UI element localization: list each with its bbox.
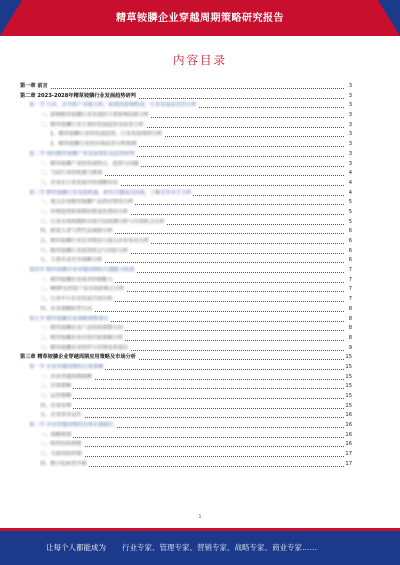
toc-entry-label: 二、当前行业的机遇与挑战 — [40, 169, 104, 179]
toc-entry-label: 二、价格趋势和预期价格变化情况分析 — [40, 208, 130, 218]
toc-entry-label: 第三节 精草铵膦行业发展机遇，研究关键成功因素，了解竞争对手分析 — [29, 189, 193, 199]
toc-entry-label: 四、企业管理 — [40, 402, 73, 412]
toc-entry-label: 第二节 国内精草铵膦产业发展现状及趋势研判 — [29, 150, 136, 160]
toc-entry-label: 第二章 2023-2028年精草铵膦行业发展趋势研判 — [20, 92, 138, 102]
toc-entry-page: 8 — [348, 324, 352, 334]
toc-entry[interactable] — [20, 411, 352, 421]
toc-entry-page: 17 — [344, 450, 352, 460]
report-title: 精草铵膦企业穿越周期策略研究报告 — [116, 13, 284, 24]
toc-entry-label: 第三章 精草铵膦企业穿越周期应用策略及市场分析 — [20, 353, 138, 363]
toc-entry-page: 5 — [348, 208, 352, 218]
toc-entry-label: 三、全面风险控制 — [40, 450, 84, 460]
toc-entry[interactable] — [20, 189, 352, 199]
toc-entry[interactable] — [20, 353, 352, 363]
toc-entry[interactable] — [20, 382, 352, 392]
toc-entry-label: 六、精草铵膦行业投资机会与风险分析 — [40, 247, 130, 257]
toc-entry-label: 一、精草铵膦产业的发展特点、趋势与问题 — [40, 160, 141, 170]
toc-entry-page: 16 — [344, 421, 352, 431]
toc-entry-label: 2、精草铵膦行业的市场前景分析预测 — [50, 140, 138, 150]
toc-entry[interactable] — [20, 285, 352, 295]
toc-leader-dots — [20, 88, 344, 89]
toc-entry-page: 3 — [348, 92, 352, 102]
toc-entry[interactable] — [20, 363, 352, 373]
toc-entry[interactable] — [20, 130, 352, 140]
toc-entry[interactable] — [20, 111, 352, 121]
toc-entry[interactable] — [20, 450, 352, 460]
toc-entry-page: 15 — [344, 382, 352, 392]
toc-entry-page: 4 — [348, 169, 352, 179]
toc-entry[interactable] — [20, 256, 352, 266]
toc-entry-page: 8 — [348, 305, 352, 315]
toc-entry-label: 七、主要企业竞争战略分析 — [40, 256, 104, 266]
toc-entry-page: 3 — [348, 101, 352, 111]
toc-entry-label: 一、重点企业精草铵膦产品供应情况分析 — [40, 198, 135, 208]
toc-entry-page: 3 — [348, 82, 352, 92]
toc-entry[interactable] — [20, 237, 352, 247]
toc-entry-page: 6 — [348, 256, 352, 266]
toc-entry[interactable] — [20, 121, 352, 131]
toc-entry-label: 三、企业在行业发展中的战略布局 — [40, 179, 120, 189]
toc-entry[interactable] — [20, 392, 352, 402]
toc-entry-page: 16 — [344, 440, 352, 450]
footer-accent-stripe — [0, 528, 400, 531]
toc-entry[interactable] — [20, 440, 352, 450]
toc-entry-page: 4 — [348, 189, 352, 199]
toc-entry-page: 3 — [348, 121, 352, 131]
toc-entry[interactable] — [20, 373, 352, 383]
toc-entry[interactable] — [20, 276, 352, 286]
toc-entry-page: 7 — [348, 276, 352, 286]
toc-entry-label: 二、组织结构调整 — [40, 440, 84, 450]
footer-roles: 行业专家、管理专家、营销专家、战略专家、商业专家…… — [122, 543, 317, 552]
header-band — [0, 0, 400, 36]
toc-entry-page: 16 — [344, 431, 352, 441]
toc-entry-page: 9 — [348, 344, 352, 354]
toc-leader-dots — [40, 398, 344, 399]
toc-entry[interactable] — [20, 247, 352, 257]
toc-entry-page: 17 — [344, 460, 352, 470]
toc-entry-label: 二、市场策略 — [40, 382, 73, 392]
toc-entry-label: 第一节 行业、竞争和产业链分析，政策的影响程度、行业发展前景的分析 — [29, 101, 199, 111]
toc-entry[interactable] — [20, 179, 352, 189]
toc-entry[interactable] — [20, 150, 352, 160]
toc-entry-page: 3 — [348, 130, 352, 140]
toc-entry[interactable] — [20, 92, 352, 102]
toc-entry-page: 6 — [348, 237, 352, 247]
toc-entry[interactable] — [20, 402, 352, 412]
toc-entry-page: 8 — [348, 315, 352, 325]
toc-entry-label: 四、新进入者与替代品威胁分析 — [40, 227, 115, 237]
toc-entry[interactable] — [20, 208, 352, 218]
toc-entry-label: 二、精草铵膦行业主要的发展趋势及前景分析 — [40, 121, 146, 131]
page-number: 1 — [198, 514, 202, 520]
toc-entry-label: 一、企业穿越周期策略 — [40, 373, 94, 383]
toc-entry-label: 五、精草铵膦行业竞争格局与重点企业布局分析 — [40, 237, 151, 247]
toc-entry-label: 第二节 企业穿越周期的具体实施路径 — [29, 421, 116, 431]
toc-leader-dots — [40, 408, 344, 409]
toc-entry-page: 6 — [348, 227, 352, 237]
toc-entry[interactable] — [20, 160, 352, 170]
toc-entry-page: 5 — [348, 218, 352, 228]
toc-entry-page: 15 — [344, 392, 352, 402]
toc-entry-label: 第一节 企业穿越周期的总体策略 — [29, 363, 105, 373]
toc-entry-page: 7 — [348, 285, 352, 295]
toc-entry[interactable] — [20, 101, 352, 111]
toc-entry-page: 3 — [348, 111, 352, 121]
toc-entry[interactable] — [20, 169, 352, 179]
toc-entry[interactable] — [20, 295, 352, 305]
toc-entry-label: 三、行业市场规模和市场空间预测分析与市场机会分析 — [40, 218, 167, 228]
toc-entry-label: 三、行业中小企业发展空间分析 — [40, 295, 115, 305]
toc-leader-dots — [40, 446, 344, 447]
toc-entry-label: 五、企业资本运作 — [40, 411, 84, 421]
toc-entry-page: 3 — [348, 140, 352, 150]
toc-entry-page: 15 — [344, 402, 352, 412]
toc-heading: 内容目录 — [173, 53, 227, 67]
toc-entry[interactable] — [20, 334, 352, 344]
toc-entry-label: 三、精草铵膦企业组织与管理变革建议 — [40, 344, 130, 354]
toc-entry-label: 四、数字化转型升级 — [40, 460, 89, 470]
toc-leader-dots — [40, 456, 344, 457]
toc-entry[interactable] — [20, 460, 352, 470]
toc-entry[interactable] — [20, 324, 352, 334]
toc-leader-dots — [40, 417, 344, 418]
toc-entry-page: 3 — [348, 150, 352, 160]
toc-entry-label: 一、影响精草铵膦行业发展的主要影响因素分析 — [40, 111, 151, 121]
toc-entry-page: 15 — [344, 373, 352, 383]
toc-entry-label: 四、企业战略转型方向 — [40, 305, 94, 315]
toc-entry-label: 一、精草铵膦企业成本控制能力 — [40, 276, 115, 286]
toc-entry-page: 8 — [348, 334, 352, 344]
toc-entry-label: 第四节 精草铵膦企业穿越周期的关键能力构建 — [29, 266, 136, 276]
toc-entry-page: 6 — [348, 247, 352, 257]
toc-entry[interactable] — [20, 227, 352, 237]
toc-entry-page: 5 — [348, 198, 352, 208]
footer-band — [0, 528, 400, 565]
toc-entry-page: 4 — [348, 179, 352, 189]
toc-entry-label: 一、精草铵膦企业产品结构调整方向 — [40, 324, 125, 334]
toc-entry-page: 7 — [348, 295, 352, 305]
toc-entry[interactable] — [20, 305, 352, 315]
toc-entry-label: 第一章 前言 — [20, 82, 50, 92]
toc-entry-label: 一、战略规划 — [40, 431, 73, 441]
toc-entry[interactable] — [20, 344, 352, 354]
toc-entry[interactable] — [20, 421, 352, 431]
toc-entry-label: 三、运营策略 — [40, 392, 73, 402]
footer-slogan: 让每个人都能成为 — [46, 543, 106, 552]
toc-entry-label: 二、MOP无形资产及市场影响力分析 — [40, 285, 126, 295]
toc-entry-page: 15 — [344, 353, 352, 363]
toc-entry-label: 二、精草铵膦企业市场开拓策略分析 — [40, 334, 125, 344]
toc-entry-page: 15 — [344, 363, 352, 373]
toc-leader-dots — [40, 437, 344, 438]
toc-entry-label: 第五节 精草铵膦企业战略调整建议 — [29, 315, 110, 325]
toc-entry[interactable] — [20, 82, 352, 92]
toc-entry-label: 1、精草铵膦行业的发展趋势，行业发展规律分析 — [50, 130, 164, 140]
toc-entry[interactable] — [20, 315, 352, 325]
toc-leader-dots — [40, 388, 344, 389]
toc-entry-page: 16 — [344, 411, 352, 421]
toc-entry[interactable] — [20, 140, 352, 150]
toc-entry[interactable] — [20, 266, 352, 276]
toc-entry-page: 7 — [348, 266, 352, 276]
toc-entry[interactable] — [20, 198, 352, 208]
toc-entry[interactable] — [20, 431, 352, 441]
toc-entry[interactable] — [20, 218, 352, 228]
toc-entry-page: 3 — [348, 160, 352, 170]
table-of-contents — [20, 82, 352, 470]
